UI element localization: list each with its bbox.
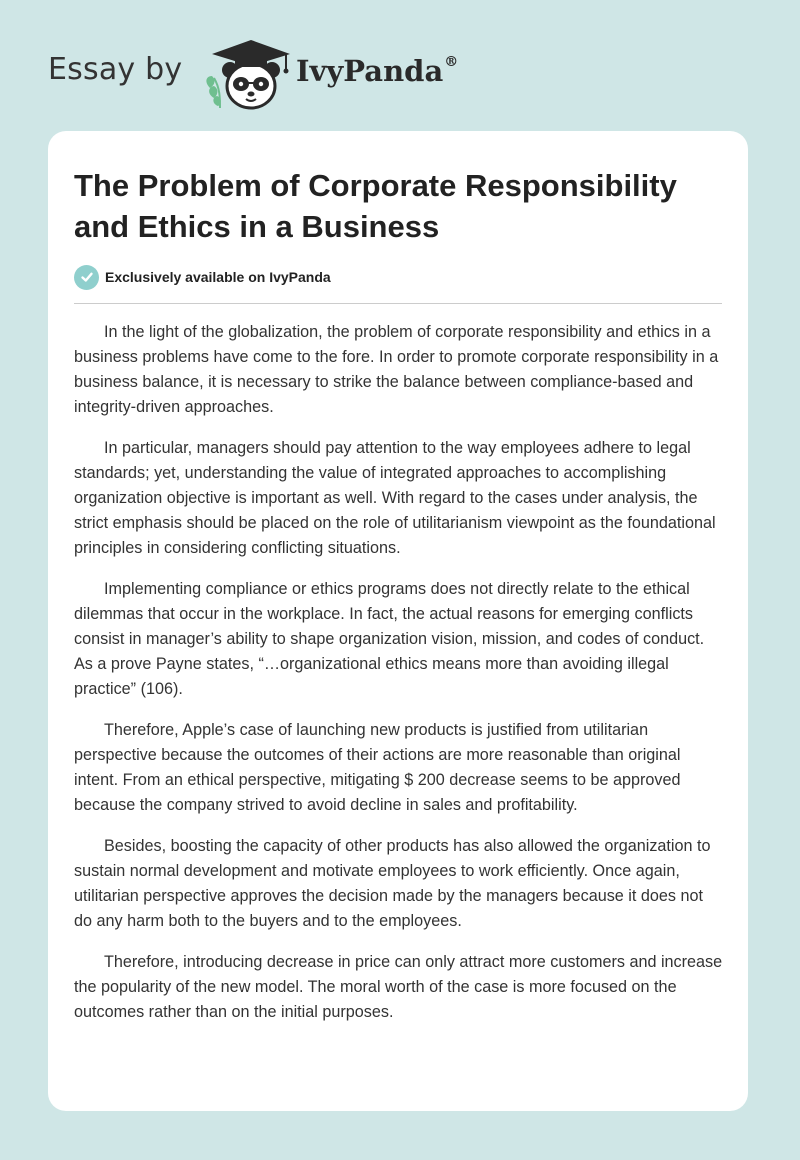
essay-body bbox=[74, 320, 724, 1041]
brand-logo-text bbox=[296, 54, 458, 88]
paragraph: Implementing compliance or ethics programs does not directly relate to the ethical dilemmas that occur in the workplace. In fact, the actual reasons for emerging conflicts consist in manager’s ability to shape organization vision, mission, and codes of conduct. As a prove Payne states, “…organizational ethics means more than avoiding illegal practice” (106). bbox=[74, 580, 705, 698]
check-circle-icon bbox=[74, 265, 99, 290]
paragraph: Besides, boosting the capacity of other products has also allowed the organization to sustain normal development and motivate employees to work efficiently. Once again, utilitarian perspective approves the decision made by the managers because it does not do any harm both to the buyers and to the employees. bbox=[74, 837, 711, 930]
panda-graduation-cap-icon bbox=[202, 36, 298, 112]
exclusive-badge-label: Exclusively available on IvyPanda bbox=[105, 269, 331, 285]
essay-by-label: Essay by bbox=[48, 52, 183, 87]
paragraph: In the light of the globalization, the problem of corporate responsibility and ethics in a business problems have come to the fore. In order to promote corporate responsibility in a business balance, it is necessary to strike the balance between compliance-based and integrity-driven approaches. bbox=[74, 323, 719, 416]
paragraph: Therefore, introducing decrease in price can only attract more customers and increase the popularity of the new model. The moral worth of the case is more focused on the outcomes rather than on the initial purposes. bbox=[74, 953, 723, 1021]
page-title: The Problem of Corporate Responsibility and Ethics in a Business bbox=[74, 168, 677, 244]
brand-name: IvyPanda bbox=[296, 54, 444, 88]
site-header bbox=[48, 32, 748, 112]
exclusive-badge bbox=[74, 264, 331, 290]
essay-card bbox=[48, 131, 748, 1111]
registered-mark: ® bbox=[444, 54, 459, 71]
paragraph: In particular, managers should pay attention to the way employees adhere to legal standards; yet, understanding the value of integrated approaches to accomplishing organization objective is important as well. With regard to the cases under analysis, the strict emphasis should be placed on the role of utilitarianism viewpoint as the foundational principles in considering conflicting situations. bbox=[74, 439, 716, 557]
paragraph: Therefore, Apple’s case of launching new products is justified from utilitarian perspective because the outcomes of their actions are more reasonable than original intent. From an ethical perspective, mitigating $ 200 decrease seems to be approved because the company strived to avoid decline in sales and profitability. bbox=[74, 721, 681, 814]
divider bbox=[74, 303, 722, 304]
